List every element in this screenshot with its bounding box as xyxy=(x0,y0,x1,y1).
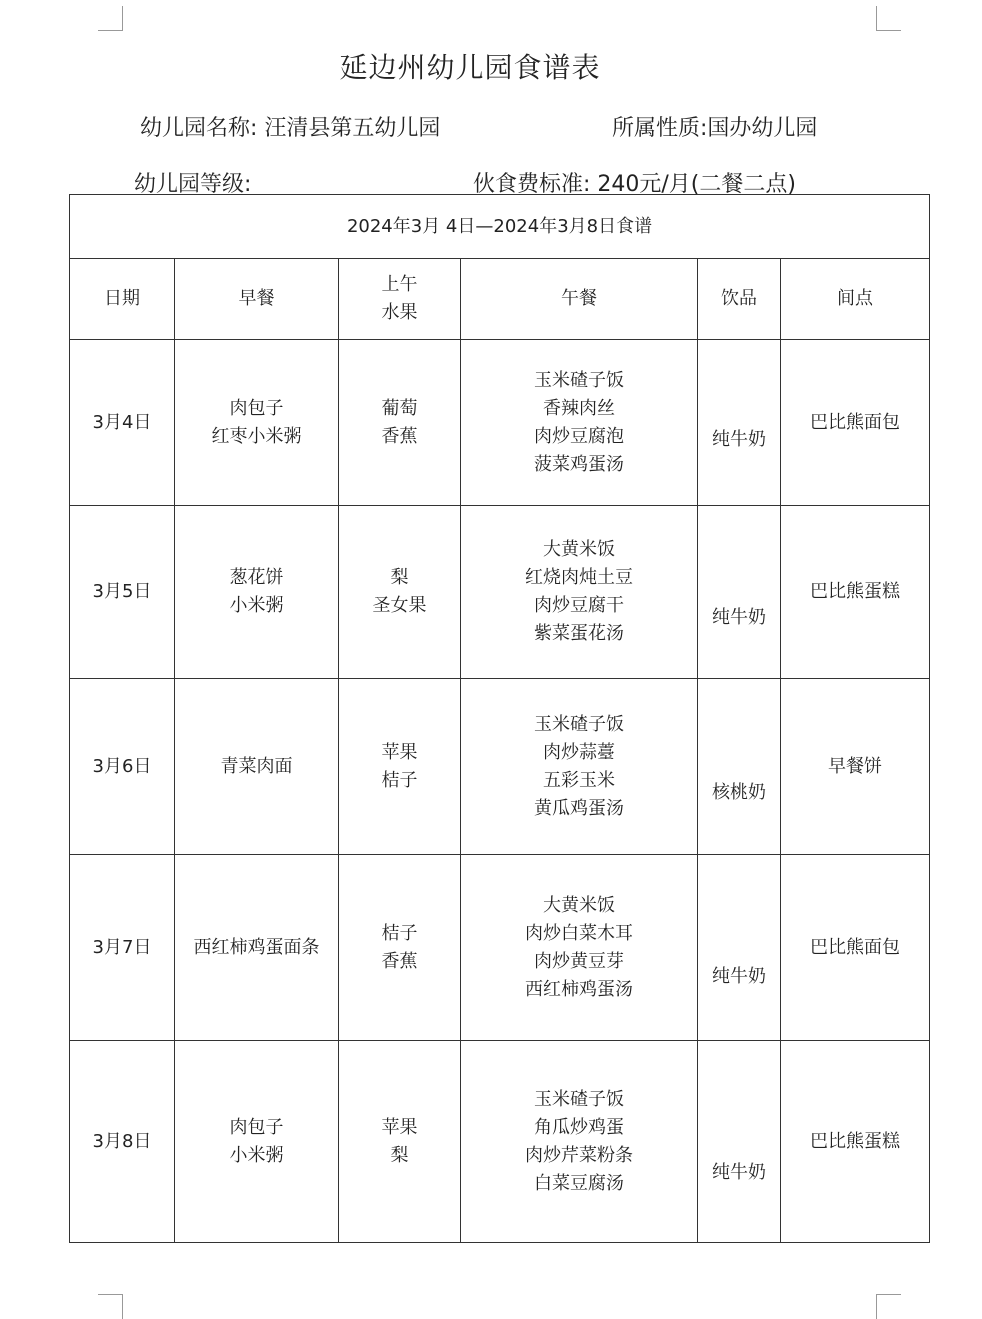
lunch-item: 白菜豆腐汤 xyxy=(534,1172,624,1194)
lunch-cell xyxy=(461,340,698,506)
snack-cell: 巴比熊面包 xyxy=(781,855,930,1041)
lunch-item: 肉炒蒜薹 xyxy=(543,741,615,763)
date-cell: 3月4日 xyxy=(70,340,175,506)
fruit-cell xyxy=(339,1041,461,1243)
header-row xyxy=(70,259,930,340)
fruit-item: 梨 xyxy=(390,1144,409,1166)
date-cell: 3月7日 xyxy=(70,855,175,1041)
menu-table xyxy=(69,194,930,1243)
header-fruit xyxy=(339,259,461,340)
breakfast-item: 小米粥 xyxy=(229,595,284,616)
fruit-item: 苹果 xyxy=(381,741,418,763)
snack-cell: 巴比熊面包 xyxy=(781,340,930,506)
breakfast-cell xyxy=(175,679,339,855)
breakfast-item: 小米粥 xyxy=(229,1144,284,1166)
header-breakfast: 早餐 xyxy=(175,259,339,340)
drink-cell: 纯牛奶 xyxy=(698,340,781,506)
header-drink: 饮品 xyxy=(698,259,781,340)
crop-mark-top-right xyxy=(876,6,901,31)
table-row xyxy=(70,506,930,679)
breakfast-item: 肉包子 xyxy=(229,397,284,419)
lunch-item: 大黄米饭 xyxy=(543,539,615,560)
header-fruit-line1: 上午 xyxy=(381,274,418,295)
fruit-item: 桔子 xyxy=(381,769,418,791)
drink-cell: 纯牛奶 xyxy=(698,1041,781,1243)
fruit-cell xyxy=(339,679,461,855)
date-cell: 3月5日 xyxy=(70,506,175,679)
lunch-item: 黄瓜鸡蛋汤 xyxy=(534,797,624,819)
kindergarten-nature: 所属性质:国办幼儿园 xyxy=(612,116,818,141)
fee-standard: 伙食费标准: 240元/月(二餐二点) xyxy=(473,172,796,197)
header-date: 日期 xyxy=(70,259,175,340)
lunch-item: 肉炒白菜木耳 xyxy=(525,922,633,944)
fruit-cell xyxy=(339,340,461,506)
lunch-cell xyxy=(461,506,698,679)
snack-cell: 巴比熊蛋糕 xyxy=(781,1041,930,1243)
table-row xyxy=(70,679,930,855)
fruit-item: 香蕉 xyxy=(381,950,418,972)
lunch-item: 玉米碴子饭 xyxy=(534,1088,624,1110)
table-row xyxy=(70,1041,930,1243)
lunch-item: 肉炒豆腐泡 xyxy=(534,425,624,447)
breakfast-cell xyxy=(175,855,339,1041)
header-fruit-line2: 水果 xyxy=(381,302,418,323)
lunch-item: 紫菜蛋花汤 xyxy=(534,623,624,644)
breakfast-cell xyxy=(175,340,339,506)
drink-cell: 纯牛奶 xyxy=(698,506,781,679)
header-snack: 间点 xyxy=(781,259,930,340)
drink-cell: 纯牛奶 xyxy=(698,855,781,1041)
lunch-item: 肉炒豆腐干 xyxy=(534,595,624,616)
kindergarten-name: 幼儿园名称: 汪清县第五幼儿园 xyxy=(140,116,441,141)
lunch-cell xyxy=(461,855,698,1041)
lunch-cell xyxy=(461,679,698,855)
breakfast-item: 红枣小米粥 xyxy=(211,425,302,447)
fruit-item: 梨 xyxy=(390,567,409,588)
period-row xyxy=(70,195,930,259)
fruit-item: 圣女果 xyxy=(372,595,427,616)
lunch-item: 大黄米饭 xyxy=(543,894,615,916)
crop-mark-bottom-right xyxy=(876,1294,901,1319)
lunch-item: 肉炒黄豆芽 xyxy=(534,950,624,972)
breakfast-item: 青菜肉面 xyxy=(220,755,293,777)
fruit-cell xyxy=(339,855,461,1041)
snack-cell: 巴比熊蛋糕 xyxy=(781,506,930,679)
lunch-item: 角瓜炒鸡蛋 xyxy=(534,1116,624,1138)
lunch-item: 菠菜鸡蛋汤 xyxy=(534,453,624,475)
fruit-item: 桔子 xyxy=(381,922,418,944)
lunch-item: 西红柿鸡蛋汤 xyxy=(525,978,633,1000)
breakfast-cell xyxy=(175,506,339,679)
date-cell: 3月6日 xyxy=(70,679,175,855)
menu-period: 2024年3月 4日—2024年3月8日食谱 xyxy=(70,195,930,259)
fruit-item: 葡萄 xyxy=(381,397,418,419)
lunch-item: 玉米碴子饭 xyxy=(534,713,624,735)
lunch-cell xyxy=(461,1041,698,1243)
table-row xyxy=(70,340,930,506)
lunch-item: 红烧肉炖土豆 xyxy=(525,567,633,588)
breakfast-item: 肉包子 xyxy=(229,1116,284,1138)
snack-cell: 早餐饼 xyxy=(781,679,930,855)
fruit-item: 香蕉 xyxy=(381,425,418,447)
header-lunch: 午餐 xyxy=(461,259,698,340)
fruit-item: 苹果 xyxy=(381,1116,418,1138)
date-cell: 3月8日 xyxy=(70,1041,175,1243)
kindergarten-level: 幼儿园等级: xyxy=(134,172,252,197)
breakfast-cell xyxy=(175,1041,339,1243)
fruit-cell xyxy=(339,506,461,679)
crop-mark-bottom-left xyxy=(98,1294,123,1319)
lunch-item: 肉炒芹菜粉条 xyxy=(525,1144,633,1166)
table-row xyxy=(70,855,930,1041)
menu-body xyxy=(70,340,930,1243)
page-title: 延边州幼儿园食谱表 xyxy=(339,51,601,84)
breakfast-item: 西红柿鸡蛋面条 xyxy=(193,936,320,958)
lunch-item: 香辣肉丝 xyxy=(543,397,615,419)
lunch-item: 玉米碴子饭 xyxy=(534,369,624,391)
drink-cell: 核桃奶 xyxy=(698,679,781,855)
breakfast-item: 葱花饼 xyxy=(229,567,284,588)
crop-mark-top-left xyxy=(98,6,123,31)
lunch-item: 五彩玉米 xyxy=(543,769,615,791)
